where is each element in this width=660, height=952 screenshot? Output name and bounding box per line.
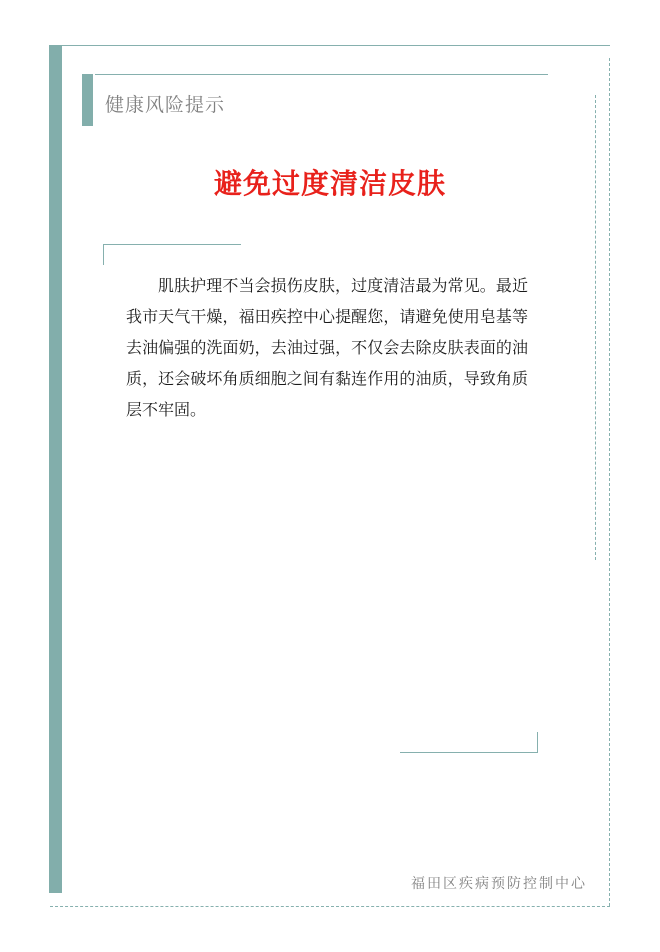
frame-bottom-border [50, 906, 610, 907]
footer-organization: 福田区疾病预防控制中心 [411, 876, 587, 892]
corner-bracket-bottom-right [400, 752, 538, 753]
article-body: 肌肤护理不当会损伤皮肤，过度清洁最为常见。最近我市天气干燥，福田疾控中心提醒您，请避免使用皂基等去油偏强的洗面奶，去油过强，不仅会去除皮肤表面的油质，还会破坏角质细胞之间有黏连作用的油质，导致角质层不牢固。 [126, 276, 528, 419]
article-title: 避免过度清洁皮肤 [213, 167, 446, 200]
corner-bracket-top-left [103, 244, 241, 245]
header-accent-marker [82, 74, 93, 126]
corner-bracket-top-left-vertical [103, 244, 104, 265]
header-title: 健康风险提示 [105, 94, 226, 116]
frame-top-border [50, 45, 610, 46]
corner-bracket-bottom-right-vertical [537, 732, 538, 753]
header-rule [95, 74, 548, 75]
